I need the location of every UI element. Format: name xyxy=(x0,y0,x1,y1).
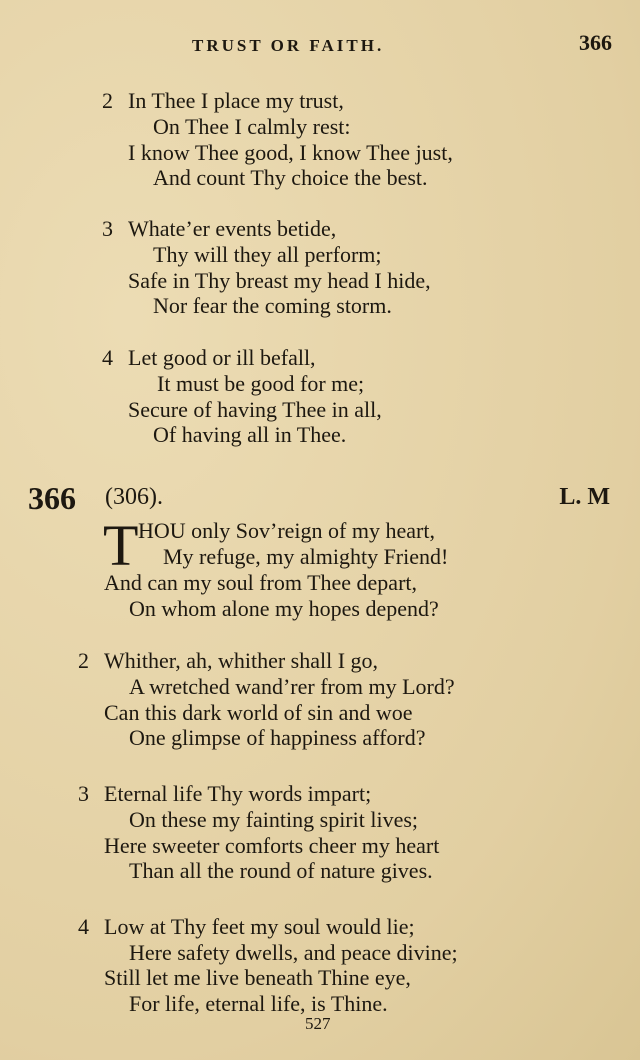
verse-line: On Thee I calmly rest: xyxy=(153,114,351,139)
verse-line: Eternal life Thy words impart; xyxy=(104,781,372,806)
hymn-meter: L. M xyxy=(559,484,610,510)
verse-line: In Thee I place my trust, xyxy=(128,88,344,113)
header-page-number: 366 xyxy=(579,30,612,55)
verse-line: Than all the round of nature gives. xyxy=(129,858,433,883)
verse-line: It must be good for me; xyxy=(157,371,365,396)
verse-line: Low at Thy feet my soul would lie; xyxy=(104,914,415,939)
verse-line: One glimpse of happiness afford? xyxy=(129,725,426,750)
verse-line: Here sweeter comforts cheer my heart xyxy=(104,833,440,858)
verse-line: Here safety dwells, and peace divine; xyxy=(129,940,458,965)
verse-line: For life, eternal life, is Thine. xyxy=(129,991,388,1016)
verse-line: Secure of having Thee in all, xyxy=(128,397,382,422)
hymn-original-number: (306). xyxy=(105,484,163,510)
verse-line: On whom alone my hopes depend? xyxy=(129,596,439,621)
verse-line: And can my soul from Thee depart, xyxy=(104,570,418,595)
verse-line: Still let me live beneath Thine eye, xyxy=(104,965,411,990)
verse-line: Safe in Thy breast my head I hide, xyxy=(128,268,431,293)
verse-line: Nor fear the coming storm. xyxy=(153,293,392,318)
verse-number: 4 xyxy=(78,914,89,939)
verse-line: Of having all in Thee. xyxy=(153,422,347,447)
footer-page-number: 527 xyxy=(305,1014,331,1033)
verse-line: Thy will they all perform; xyxy=(153,242,382,267)
hymn-number: 366 xyxy=(28,480,76,516)
verse-line: My refuge, my almighty Friend! xyxy=(163,544,449,569)
drop-cap: T xyxy=(103,513,139,578)
verse-number: 3 xyxy=(78,781,89,806)
verse-line: And count Thy choice the best. xyxy=(153,165,428,190)
verse-line: On these my fainting spirit lives; xyxy=(129,807,419,832)
verse-line: Whither, ah, whither shall I go, xyxy=(104,648,379,673)
verse-line: HOU only Sov’reign of my heart, xyxy=(138,518,435,543)
verse-number: 3 xyxy=(102,216,113,241)
verse-number: 4 xyxy=(102,345,113,370)
verse-line: Can this dark world of sin and woe xyxy=(104,700,413,725)
verse-number: 2 xyxy=(78,648,89,673)
verse-line: Whate’er events betide, xyxy=(128,216,337,241)
verse-line: A wretched wand’rer from my Lord? xyxy=(129,674,455,699)
running-header: TRUST OR FAITH. xyxy=(192,36,385,55)
verse-line: I know Thee good, I know Thee just, xyxy=(128,140,453,165)
verse-line: Let good or ill befall, xyxy=(128,345,316,370)
verse-number: 2 xyxy=(102,88,113,113)
